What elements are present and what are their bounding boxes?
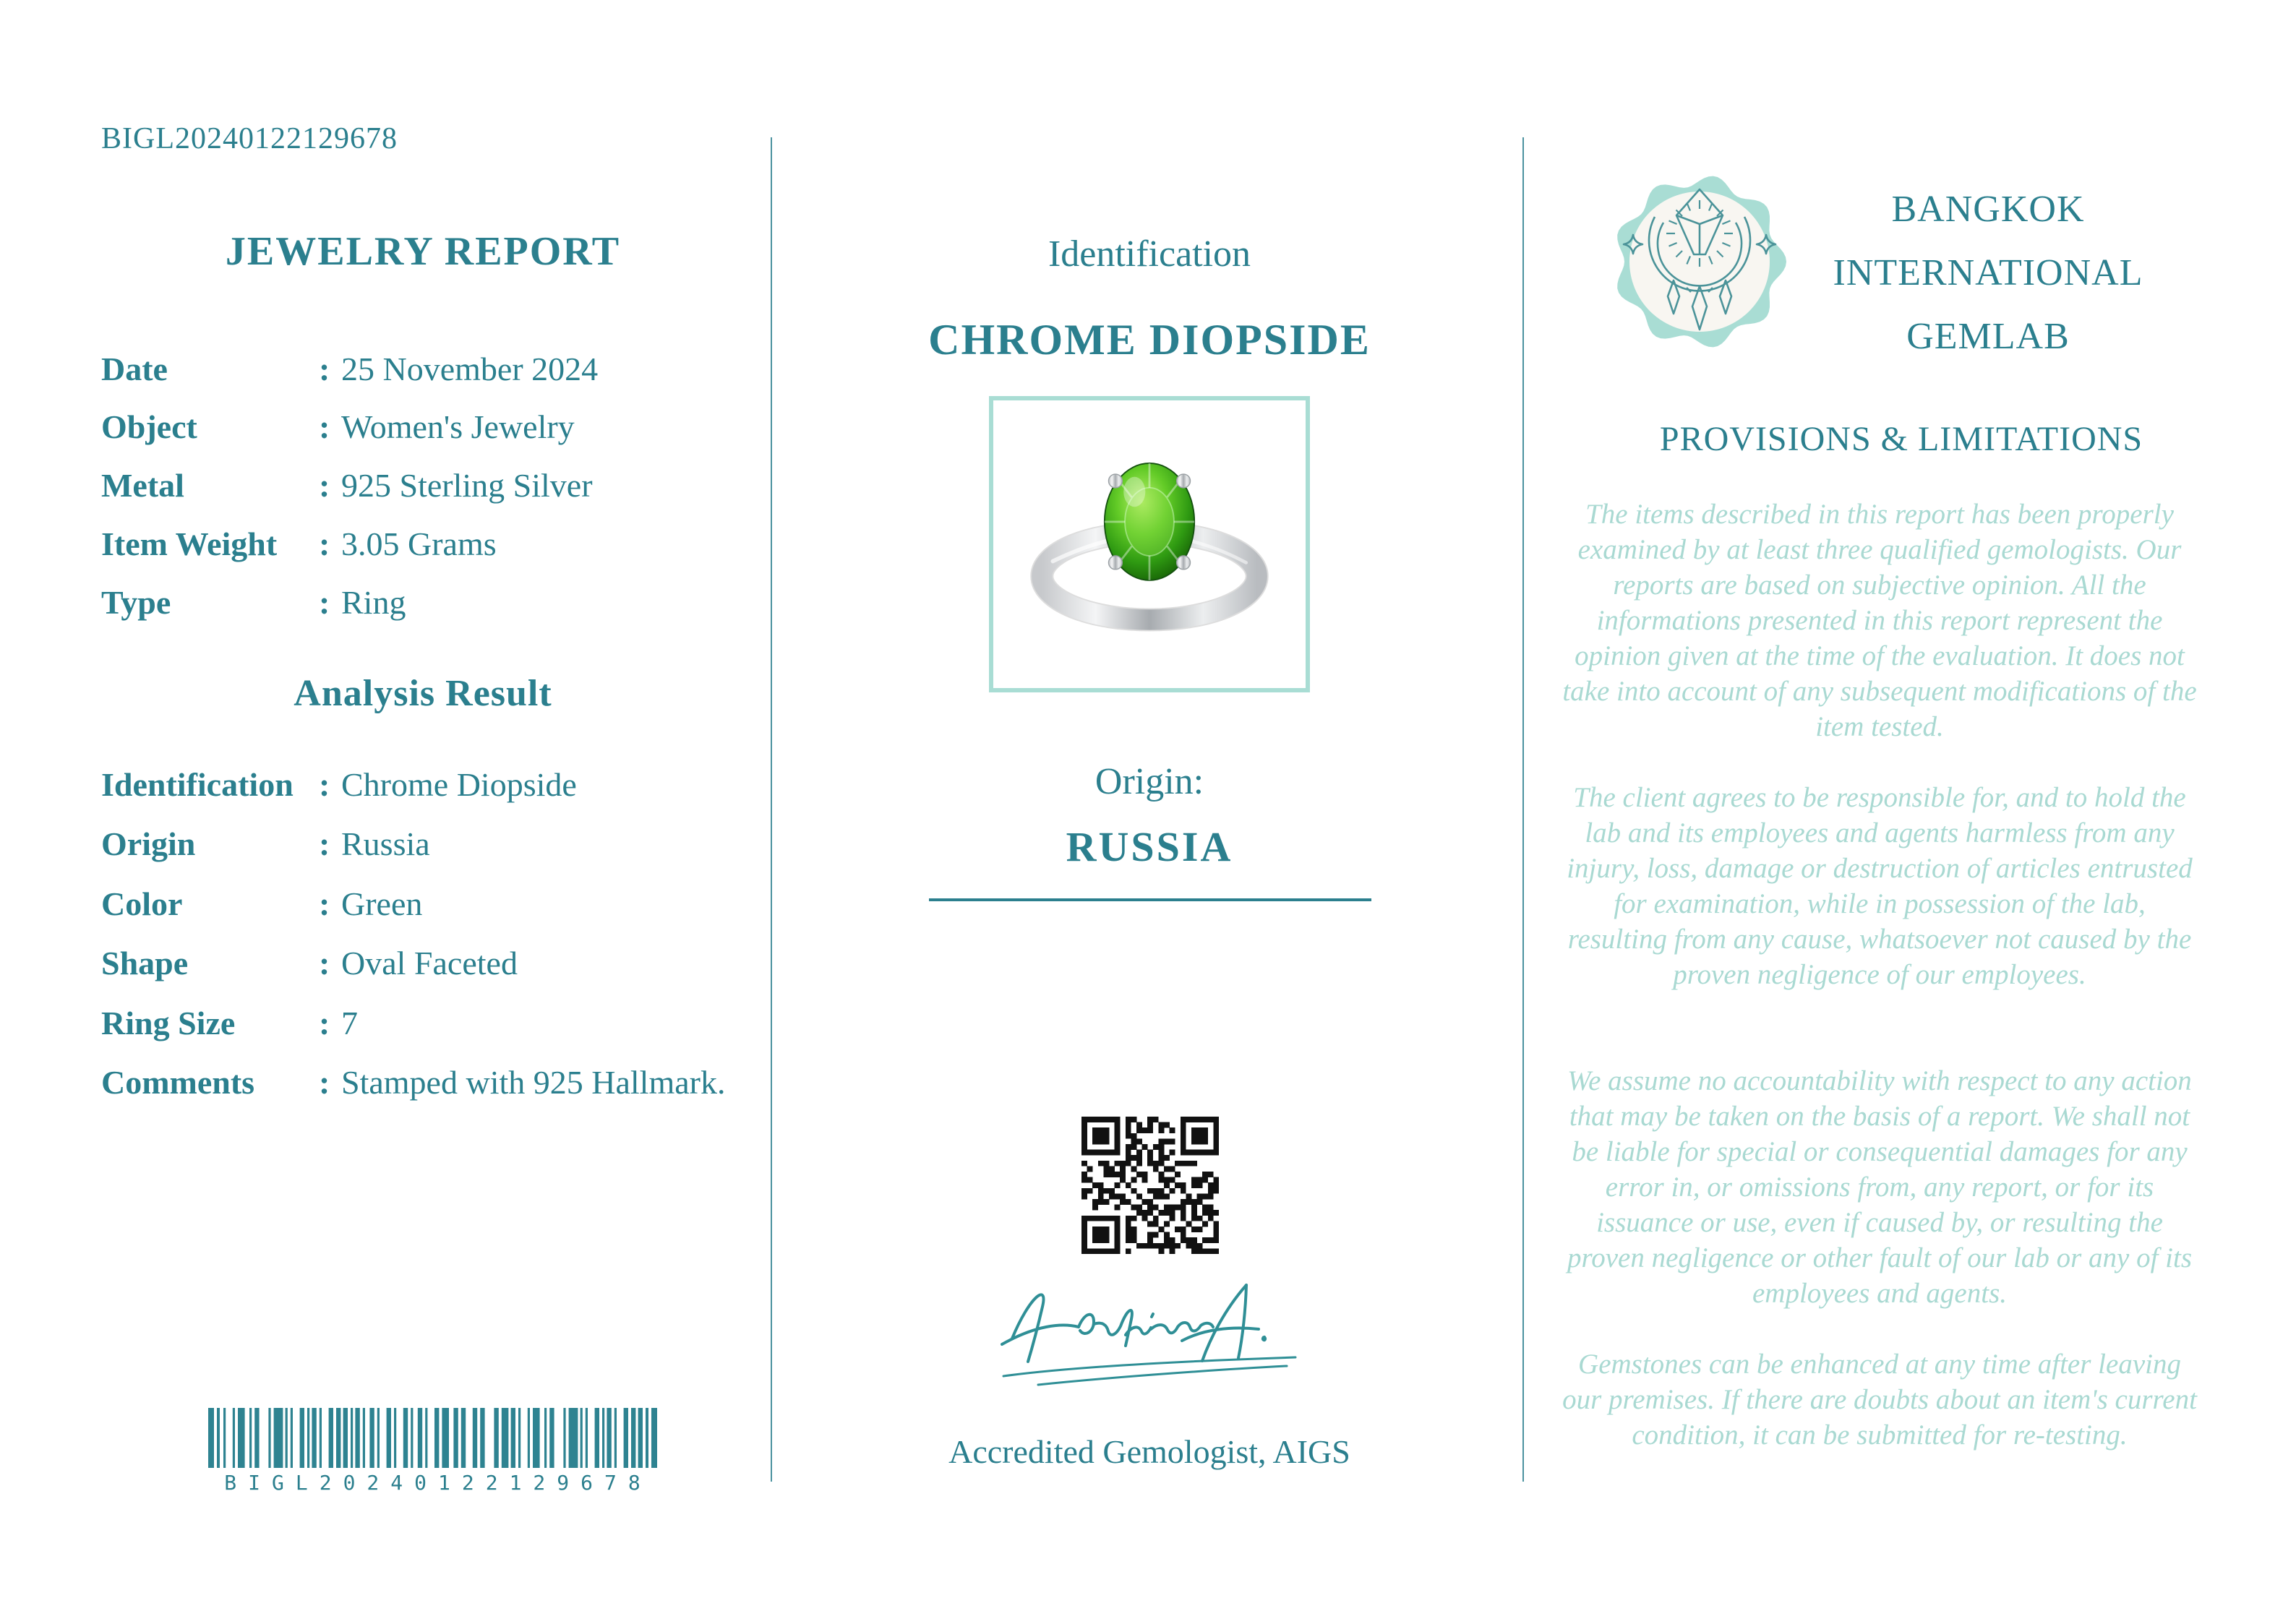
analysis-row-color (101, 885, 752, 923)
analysis-row-comments (101, 1063, 752, 1101)
colon: : (319, 584, 330, 621)
detail-label: Date (101, 351, 168, 387)
barcode-bars (208, 1408, 661, 1468)
barcode-text: BIGL20240122129678 (224, 1471, 652, 1495)
barcode (208, 1408, 661, 1495)
provisions-title: PROVISIONS & LIMITATIONS (1659, 420, 2143, 458)
detail-label: Type (101, 584, 171, 621)
analysis-result-title: Analysis Result (294, 673, 552, 714)
colon: : (319, 525, 330, 562)
report-code: BIGL20240122129678 (101, 122, 398, 155)
detail-value: 3.05 Grams (341, 525, 497, 562)
analysis-value: Oval Faceted (341, 945, 518, 981)
report-title: JEWELRY REPORT (225, 229, 621, 274)
detail-value: 925 Sterling Silver (341, 467, 593, 504)
lab-name-line: INTERNATIONAL (1833, 252, 2143, 293)
colon: : (319, 351, 330, 387)
analysis-row-identification (101, 765, 752, 804)
detail-label: Object (101, 408, 197, 445)
detail-value: Women's Jewelry (341, 408, 575, 445)
lab-name-line: GEMLAB (1906, 316, 2070, 357)
detail-row-type (101, 583, 752, 622)
colon: : (319, 467, 330, 504)
colon: : (319, 1005, 330, 1041)
analysis-value: Russia (341, 825, 430, 862)
analysis-label: Shape (101, 945, 189, 981)
horizontal-rule (929, 898, 1371, 901)
detail-label: Item Weight (101, 525, 278, 562)
lab-name (1786, 178, 2190, 369)
column-divider-right (1522, 137, 1524, 1482)
analysis-row-shape (101, 944, 752, 982)
analysis-label: Ring Size (101, 1005, 236, 1041)
identification-section-title: Identification (1048, 233, 1251, 275)
credential-text: Accredited Gemologist, AIGS (948, 1433, 1350, 1470)
provisions-paragraph: The items described in this report has been properly examined by at least three qualified gemologists. Our reports are based on subjective opinion. All the informations presented in this report represent the opinion given at the time of the evaluation. It does not take into account of any subsequent modifications of the item tested. (1562, 499, 2197, 742)
analysis-label: Origin (101, 825, 196, 862)
provisions-paragraph: Gemstones can be enhanced at any time after leaving our premises. If there are doubts about an item's current condition, it can be submitted for re-testing. (1562, 1349, 2197, 1451)
gem-photo-frame (989, 396, 1310, 692)
detail-row-metal (101, 466, 752, 504)
colon: : (319, 766, 330, 803)
detail-row-weight (101, 525, 752, 563)
qr-code (1081, 1117, 1219, 1254)
analysis-row-ring-size (101, 1004, 752, 1042)
analysis-value: Stamped with 925 Hallmark. (341, 1064, 726, 1101)
gemologist-signature (992, 1269, 1307, 1392)
colon: : (319, 825, 330, 862)
lab-name-line: BANGKOK (1891, 189, 2085, 230)
analysis-label: Color (101, 885, 183, 922)
ring-photo (998, 405, 1301, 684)
detail-row-object (101, 408, 752, 446)
gem-name: CHROME DIOPSIDE (928, 316, 1371, 364)
detail-value: Ring (341, 584, 406, 621)
analysis-value: 7 (341, 1005, 358, 1041)
colon: : (319, 945, 330, 981)
detail-value: 25 November 2024 (341, 351, 599, 387)
analysis-row-origin (101, 825, 752, 863)
colon: : (319, 408, 330, 445)
colon: : (319, 885, 330, 922)
gemlab-logo-badge-icon (1603, 163, 1796, 370)
origin-value: RUSSIA (1066, 823, 1233, 870)
analysis-label: Identification (101, 766, 294, 803)
column-divider-left (771, 137, 772, 1482)
provisions-paragraph: The client agrees to be responsible for, and to hold the lab and its employees and agents harmless from any injury, loss, damage or destruction of articles entrusted for examination, while in possession of the lab, resulting from any cause, whatsoever not caused by the proven negligence of our employees. (1567, 782, 2193, 990)
analysis-label: Comments (101, 1064, 255, 1101)
origin-label: Origin: (1095, 761, 1204, 802)
detail-label: Metal (101, 467, 184, 504)
analysis-value: Green (341, 885, 423, 922)
provisions-paragraph: We assume no accountability with respect to any action that may be taken on the basis of a report. We shall not be liable for special or consequential damages for any error in, or omissions from, any report, or for its issuance or use, even if caused by, or resulting the proven negligence or other fault of our lab or any of its employees and agents. (1567, 1065, 2193, 1309)
detail-row-date (101, 350, 752, 388)
colon: : (319, 1064, 330, 1101)
analysis-value: Chrome Diopside (341, 766, 577, 803)
